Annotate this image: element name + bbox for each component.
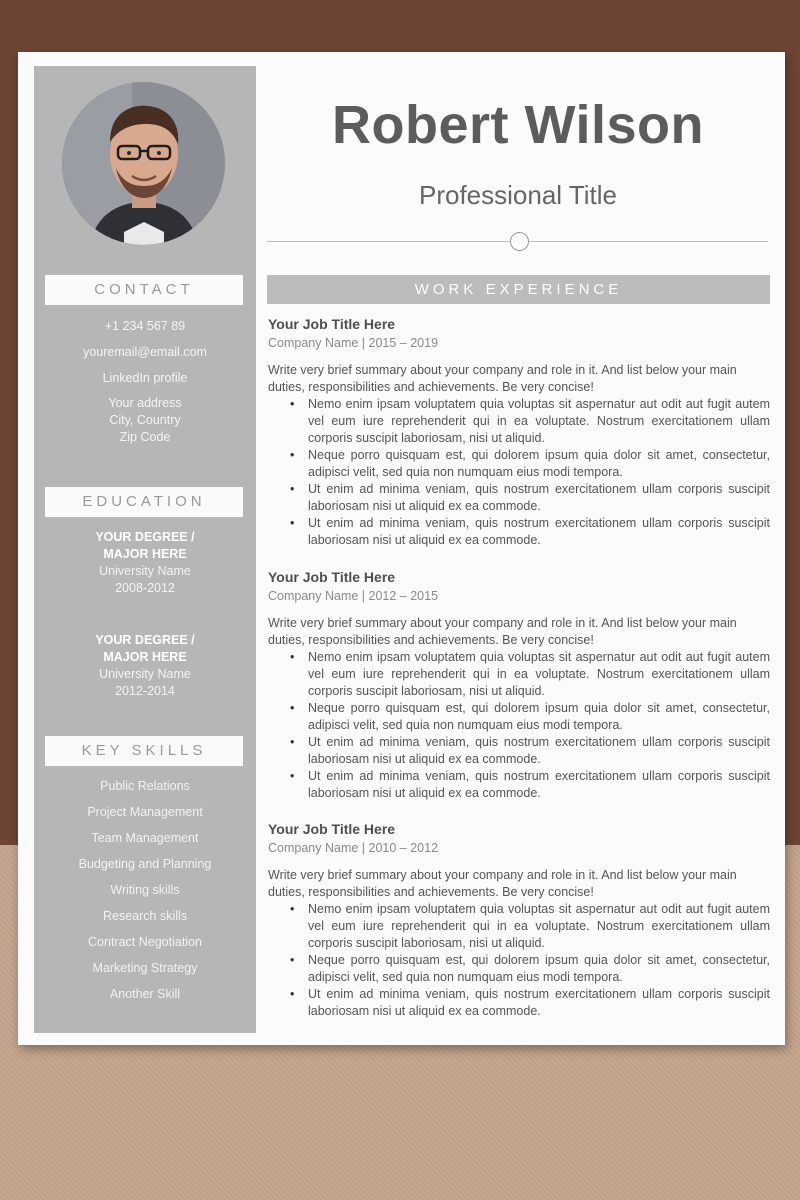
duty-item: • Ut enim ad minima veniam, quis nostrum exercitationem ullam corporis suscipit laboriosam nisi ut aliquid ex ea commode. [290, 768, 770, 802]
sidebar [34, 66, 256, 1033]
job-title: Your Job Title Here [268, 569, 396, 585]
duty-item: • Neque porro quisquam est, qui dolorem ipsum quia dolor sit amet, consectetur, adipisci velit, sed quia non numquam eius modi tempora. [290, 700, 770, 734]
job-duties [290, 901, 770, 1020]
duty-item: • Ut enim ad minima veniam, quis nostrum exercitationem ullam corporis suscipit laboriosam nisi ut aliquid ex ea commode. [290, 481, 770, 515]
work-experience-heading: WORK EXPERIENCE [267, 275, 770, 304]
contact-linkedin[interactable]: LinkedIn profile [102, 371, 188, 385]
job-entry [268, 316, 770, 549]
job-company: Company Name | 2015 – 2019 [268, 336, 439, 350]
university-name: University Name [99, 564, 191, 578]
duty-item: • Nemo enim ipsam voluptatem quia voluptas sit aspernatur aut odit aut fugit autem vel eum iure reprehenderit qui in ea voluptate. Nostrum exercitationem ullam corporis suscipit laboriosam, nisi ut aliquid. [290, 649, 770, 700]
university-name: University Name [99, 667, 191, 681]
job-company: Company Name | 2010 – 2012 [268, 841, 439, 855]
skills-heading: KEY SKILLS [45, 736, 243, 766]
contact-email[interactable]: youremail@email.com [83, 345, 207, 359]
job-entry [268, 821, 770, 1020]
skill-item: Budgeting and Planning [78, 857, 212, 871]
duty-item: • Ut enim ad minima veniam, quis nostrum exercitationem ullam corporis suscipit laboriosam nisi ut aliquid ex ea commode. [290, 986, 770, 1020]
job-summary: Write very brief summary about your company and role in it. And list below your main duties, responsibilities and achievements. Be very concise! [268, 616, 737, 647]
job-entry [268, 569, 770, 802]
contact-phone: +1 234 567 89 [104, 319, 186, 333]
contact-heading: CONTACT [45, 275, 243, 305]
degree-line: MAJOR HERE [103, 650, 187, 664]
professional-title: Professional Title [419, 180, 617, 210]
skill-item: Writing skills [110, 883, 180, 897]
contact-address [34, 395, 256, 446]
degree-line: YOUR DEGREE / [95, 633, 195, 647]
duty-item: • Neque porro quisquam est, qui dolorem ipsum quia dolor sit amet, consectetur, adipisci velit, sed quia non numquam eius modi tempora. [290, 952, 770, 986]
job-duties [290, 396, 770, 549]
job-summary: Write very brief summary about your company and role in it. And list below your main duties, responsibilities and achievements. Be very concise! [268, 363, 737, 394]
skill-item: Team Management [91, 831, 199, 845]
skill-item: Contract Negotiation [88, 935, 202, 949]
degree-line: YOUR DEGREE / [95, 530, 195, 544]
resume-page [18, 52, 785, 1045]
education-item [34, 529, 256, 597]
skill-item: Public Relations [100, 779, 190, 793]
duty-item: • Neque porro quisquam est, qui dolorem ipsum quia dolor sit amet, consectetur, adipisci velit, sed quia non numquam eius modi tempora. [290, 447, 770, 481]
job-duties [290, 649, 770, 802]
duty-item: • Ut enim ad minima veniam, quis nostrum exercitationem ullam corporis suscipit laboriosam nisi ut aliquid ex ea commode. [290, 515, 770, 549]
skill-item: Research skills [102, 909, 188, 923]
address-line: Your address [108, 396, 182, 410]
education-heading: EDUCATION [45, 487, 243, 517]
address-line: City, Country [109, 413, 181, 427]
education-years: 2012-2014 [115, 684, 175, 698]
duty-item: • Nemo enim ipsam voluptatem quia voluptas sit aspernatur aut odit aut fugit autem vel eum iure reprehenderit qui in ea voluptate. Nostrum exercitationem ullam corporis suscipit laboriosam, nisi ut aliquid. [290, 901, 770, 952]
education-item [34, 632, 256, 700]
education-years: 2008-2012 [115, 581, 175, 595]
degree-line: MAJOR HERE [103, 547, 187, 561]
job-title: Your Job Title Here [268, 316, 396, 332]
candidate-name: Robert Wilson [331, 95, 704, 155]
profile-photo [62, 82, 225, 245]
duty-item: • Ut enim ad minima veniam, quis nostrum exercitationem ullam corporis suscipit laboriosam nisi ut aliquid ex ea commode. [290, 734, 770, 768]
skill-item: Marketing Strategy [92, 961, 198, 975]
skill-item: Project Management [87, 805, 203, 819]
address-line: Zip Code [119, 430, 171, 444]
job-summary: Write very brief summary about your company and role in it. And list below your main duties, responsibilities and achievements. Be very concise! [268, 868, 737, 899]
duty-item: • Nemo enim ipsam voluptatem quia voluptas sit aspernatur aut odit aut fugit autem vel eum iure reprehenderit qui in ea voluptate. Nostrum exercitationem ullam corporis suscipit laboriosam, nisi ut aliquid. [290, 396, 770, 447]
portrait-photo-icon [62, 82, 225, 245]
job-company: Company Name | 2012 – 2015 [268, 589, 439, 603]
job-title: Your Job Title Here [268, 821, 396, 837]
divider-circle-icon [510, 232, 529, 251]
skill-item: Another Skill [109, 987, 181, 1001]
